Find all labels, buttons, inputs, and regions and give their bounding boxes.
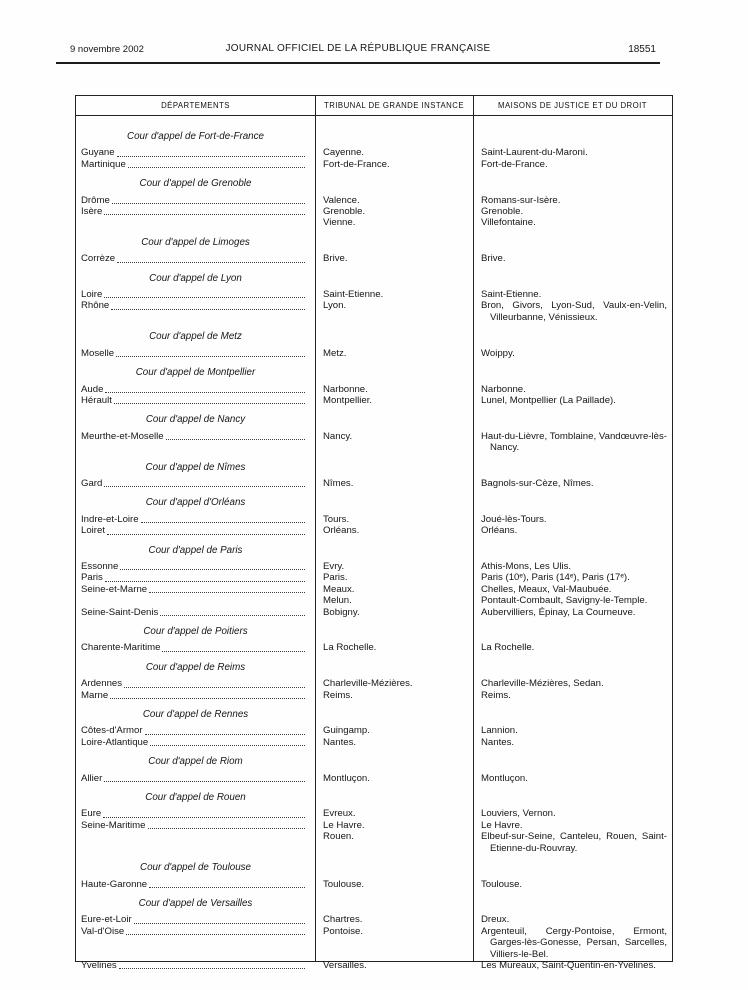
tribunal-cell [315,879,473,890]
tribunal-name: Reims. [323,689,353,701]
maisons-cell [473,159,672,170]
page-number: 18551 [628,44,656,55]
table-row [76,195,672,206]
tribunal-name: Cayenne. [323,147,365,159]
tribunal-name: Montluçon. [323,772,370,784]
maisons-cell [473,514,672,525]
maisons-cell [473,773,672,784]
department-name: Haute-Garonne [81,878,148,890]
department-name: Martinique [81,158,126,170]
department-cell [76,737,315,748]
table-row [76,773,672,784]
dotted-leader [150,745,305,746]
tribunal-name: Nantes. [323,736,357,748]
department-name: Hérault [81,394,112,406]
tribunal-cell [315,808,473,819]
tribunal-name: Rouen. [323,831,354,843]
table-row [76,960,672,971]
maison-justice-name: Elbeuf-sur-Seine, Canteleu, Rouen, Saint-Etienne-du-Rouvray. [481,831,667,854]
dotted-leader [107,534,305,535]
department-cell [76,206,315,217]
tribunal-cell [315,607,473,618]
dotted-leader [141,522,305,523]
maison-justice-name: Argenteuil, Cergy-Pontoise, Ermont, Garges-lès-Gonesse, Persan, Sarcelles, Villiers-le-Bel. [481,925,667,960]
table-row [76,607,672,618]
dotted-leader [114,403,305,404]
maisons-cell [473,960,672,971]
column-header-maisons: MAISONS DE JUSTICE ET DU DROIT [498,101,647,110]
maison-justice-name: Athis-Mons, Les Ulis. [481,560,572,572]
table-row [76,253,672,264]
column-header-tribunal: TRIBUNAL DE GRANDE INSTANCE [324,101,464,110]
department-name: Seine-Maritime [81,819,146,831]
court-section [76,862,672,890]
dotted-leader [104,486,305,487]
table-row [76,525,672,536]
department-name: Meurthe-et-Moselle [81,430,164,442]
tribunal-name: Evry. [323,560,345,572]
table-row [76,926,672,960]
maisons-cell [473,926,672,960]
tribunal-cell [315,514,473,525]
section-heading: Cour d'appel de Rouen [145,792,246,804]
tribunal-name: Vienne. [323,217,356,229]
maisons-cell [473,725,672,736]
tribunal-name: Brive. [323,253,348,265]
department-cell [76,514,315,525]
dotted-leader [124,687,305,688]
maisons-cell [473,206,672,229]
dotted-leader [149,592,305,593]
maison-justice-name: La Rochelle. [481,642,535,654]
maisons-cell [473,253,672,264]
tribunal-cell [315,926,473,937]
maisons-cell [473,820,672,854]
court-section [76,545,672,618]
tribunal-cell [315,642,473,653]
tribunal-name: Fort-de-France. [323,158,390,170]
department-name: Guyane [81,147,115,159]
section-heading: Cour d'appel de Riom [148,756,243,768]
maison-justice-name: Bagnols-sur-Cèze, Nîmes. [481,477,594,489]
department-cell [76,195,315,206]
section-heading: Cour d'appel de Fort-de-France [127,131,264,142]
court-section [76,898,672,971]
table-row [76,678,672,689]
dotted-leader [110,698,305,699]
department-cell [76,607,315,618]
department-name: Drôme [81,194,110,206]
maison-justice-name: Dreux. [481,914,510,926]
department-name: Yvelines [81,959,117,971]
maison-justice-name: Lunel, Montpellier (La Paillade). [481,394,616,406]
department-name: Indre-et-Loire [81,513,139,525]
maison-justice-name: Lannion. [481,725,518,737]
maisons-cell [473,384,672,395]
table-row [76,690,672,701]
department-cell [76,395,315,406]
section-heading: Cour d'appel de Poitiers [143,626,248,637]
table-row [76,725,672,736]
court-section [76,237,672,265]
tribunal-cell [315,206,473,229]
maison-justice-name: Haut-du-Lièvre, Tomblaine, Vandœuvre-lès-Nancy. [481,430,667,454]
department-name: Eure [81,808,102,820]
maison-justice-name: Joué-lès-Tours. [481,513,547,525]
dotted-leader [128,167,305,168]
court-section [76,367,672,406]
maisons-cell [473,195,672,206]
tribunal-name: Pontoise. [323,925,364,937]
maisons-cell [473,642,672,653]
table-row [76,300,672,323]
section-heading: Cour d'appel d'Orléans [145,497,246,509]
tribunal-name: Melun. [323,595,352,607]
department-cell [76,914,315,925]
dotted-leader [117,262,305,263]
table-header-row [76,96,672,116]
department-cell [76,725,315,736]
maison-justice-name: Saint-Laurent-du-Maroni. [481,147,588,159]
maisons-cell [473,395,672,406]
tribunal-name: La Rochelle. [323,642,377,654]
maisons-cell [473,525,672,536]
tribunal-cell [315,195,473,206]
department-name: Gard [81,477,103,489]
table-row [76,395,672,406]
dotted-leader [145,734,305,735]
dotted-leader [117,156,305,157]
maison-justice-name: Toulouse. [481,878,523,890]
maisons-cell [473,737,672,748]
table-row [76,572,672,583]
table-row [76,478,672,489]
tribunal-cell [315,525,473,536]
tribunal-cell [315,384,473,395]
department-cell [76,572,315,583]
dotted-leader [112,203,305,204]
table-row [76,206,672,229]
tribunal-name: Montpellier. [323,394,373,406]
tribunal-cell [315,348,473,359]
table-row [76,879,672,890]
table-row [76,348,672,359]
tribunal-cell [315,773,473,784]
department-name: Seine-et-Marne [81,583,148,595]
page-header [56,42,660,64]
department-cell [76,431,315,442]
maison-justice-name: Reims. [481,689,511,701]
dotted-leader [111,309,305,310]
tribunal-cell [315,253,473,264]
tribunal-name: Saint-Etienne. [323,289,384,301]
maison-justice-name: Paris (10ᵉ), Paris (14ᵉ), Paris (17ᵉ). [481,572,630,584]
department-cell [76,300,315,311]
tribunal-cell [315,289,473,300]
department-cell [76,926,315,937]
maison-justice-name: Fort-de-France. [481,158,548,170]
tribunal-name: Narbonne. [323,383,368,395]
department-cell [76,820,315,831]
tribunal-name: Charleville-Mézières. [323,678,413,690]
court-section [76,497,672,536]
dotted-leader [160,615,305,616]
maisons-cell [473,572,672,583]
maison-justice-name: Bron, Givors, Lyon-Sud, Vaulx-en-Velin, Villeurbanne, Vénissieux. [481,300,667,323]
department-cell [76,348,315,359]
journal-title: JOURNAL OFFICIEL DE LA RÉPUBLIQUE FRANÇAISE [225,43,491,54]
tribunal-name: Toulouse. [323,878,365,890]
department-name: Aude [81,383,104,395]
dotted-leader [119,968,305,969]
department-name: Moselle [81,347,115,359]
table-row [76,642,672,653]
maison-justice-name: Nantes. [481,736,515,748]
tribunal-name: Le Havre. [323,819,365,831]
department-cell [76,773,315,784]
tribunal-name: Metz. [323,347,347,359]
department-name: Charente-Maritime [81,642,161,654]
tribunal-cell [315,572,473,583]
tribunal-cell [315,147,473,158]
tribunal-name: Evreux. [323,808,356,820]
department-name: Corrèze [81,253,116,265]
maison-justice-name: Brive. [481,253,506,265]
tribunal-name: Nancy. [323,430,353,442]
maison-justice-name: Saint-Etienne. [481,289,542,301]
department-cell [76,690,315,701]
section-heading: Cour d'appel de Limoges [141,236,250,248]
department-cell [76,879,315,890]
department-name: Val-d'Oise [81,925,125,937]
department-cell [76,384,315,395]
table-row [76,514,672,525]
tribunal-cell [315,159,473,170]
maisons-cell [473,478,672,489]
maisons-cell [473,607,672,618]
department-cell [76,478,315,489]
maisons-cell [473,431,672,454]
section-heading: Cour d'appel de Montpellier [135,367,256,379]
department-name: Eure-et-Loir [81,914,132,926]
tribunal-name: Guingamp. [323,725,370,737]
tribunal-cell [315,584,473,607]
tribunal-cell [315,737,473,748]
court-section [76,414,672,453]
table-row [76,159,672,170]
dotted-leader [103,817,305,818]
department-name: Seine-Saint-Denis [81,606,159,618]
maisons-cell [473,584,672,607]
section-heading: Cour d'appel de Versailles [138,897,253,909]
maisons-cell [473,914,672,925]
dotted-leader [166,439,305,440]
department-cell [76,960,315,971]
maisons-cell [473,690,672,701]
department-name: Rhône [81,300,110,312]
maison-justice-name: Woippy. [481,347,515,359]
dotted-leader [104,781,305,782]
department-cell [76,584,315,595]
department-cell [76,253,315,264]
maison-justice-name: Le Havre. [481,819,523,831]
table-row [76,384,672,395]
maison-justice-name: Charleville-Mézières, Sedan. [481,678,604,690]
tribunal-cell [315,914,473,925]
tribunal-cell [315,678,473,689]
tribunal-name: Versailles. [323,959,367,971]
table-row [76,289,672,300]
department-name: Marne [81,689,109,701]
tribunal-cell [315,478,473,489]
court-section [76,662,672,701]
section-heading: Cour d'appel de Reims [145,661,246,673]
maison-justice-name: Pontault-Combault, Savigny-le-Temple. [481,595,648,607]
tribunal-name: Meaux. [323,583,355,595]
table-row [76,737,672,748]
department-name: Loiret [81,525,105,537]
tribunal-cell [315,395,473,406]
department-name: Loire-Atlantique [81,736,149,748]
department-cell [76,525,315,536]
tribunal-name: Bobigny. [323,606,360,618]
dotted-leader [149,887,305,888]
section-heading: Cour d'appel de Grenoble [139,178,252,190]
tribunal-name: Tours. [323,513,350,525]
maisons-cell [473,879,672,890]
tribunal-cell [315,725,473,736]
tribunal-name: Lyon. [323,300,347,312]
tribunal-name: Orléans. [323,525,360,537]
section-heading: Cour d'appel de Lyon [149,272,242,284]
dotted-leader [105,392,305,393]
tribunal-cell [315,561,473,572]
department-name: Isère [81,206,103,218]
maison-justice-name: Aubervilliers, Épinay, La Courneuve. [481,606,636,618]
court-section [76,331,672,359]
maison-justice-name: Montluçon. [481,772,528,784]
maisons-cell [473,348,672,359]
table-body [76,116,672,971]
tribunal-name: Paris. [323,572,348,584]
tribunal-cell [315,690,473,701]
table-row [76,808,672,819]
maison-justice-name: Chelles, Meaux, Val-Maubuée. [481,583,612,595]
section-heading: Cour d'appel de Metz [149,331,242,343]
table-row [76,584,672,607]
maisons-cell [473,678,672,689]
department-cell [76,159,315,170]
table-row [76,820,672,854]
dotted-leader [134,923,305,924]
court-section [76,756,672,784]
tribunal-cell [315,960,473,971]
maisons-cell [473,300,672,323]
dotted-leader [126,934,305,935]
maison-justice-name: Les Mureaux, Saint-Quentin-en-Yvelines. [481,959,656,971]
section-heading: Cour d'appel de Rennes [142,709,249,721]
table-row [76,431,672,454]
department-name: Loire [81,289,103,301]
department-cell [76,642,315,653]
maison-justice-name: Narbonne. [481,383,526,395]
maison-justice-name: Grenoble. [481,206,524,218]
section-heading: Cour d'appel de Nîmes [145,461,246,473]
dotted-leader [120,569,305,570]
dotted-leader [116,356,305,357]
department-name: Côtes-d'Armor [81,725,143,737]
department-name: Allier [81,772,103,784]
dotted-leader [162,651,305,652]
issue-date: 9 novembre 2002 [70,44,144,55]
table-row [76,914,672,925]
maison-justice-name: Orléans. [481,525,518,537]
department-name: Ardennes [81,678,123,690]
table-row [76,147,672,158]
dotted-leader [104,297,305,298]
department-cell [76,289,315,300]
court-section [76,709,672,748]
tribunal-name: Valence. [323,194,360,206]
tribunal-cell [315,820,473,843]
tribunal-name: Chartres. [323,914,363,926]
tribunal-name: Nîmes. [323,477,354,489]
maisons-cell [473,808,672,819]
dotted-leader [105,581,305,582]
court-section [76,626,672,654]
tribunal-name: Grenoble. [323,206,366,218]
maison-justice-name: Louviers, Vernon. [481,808,556,820]
department-cell [76,561,315,572]
court-section [76,792,672,854]
maisons-cell [473,561,672,572]
section-heading: Cour d'appel de Paris [148,544,243,556]
column-divider-1 [315,96,316,961]
courts-table [75,95,673,971]
department-cell [76,147,315,158]
dotted-leader [148,828,305,829]
table-row [76,561,672,572]
court-section [76,178,672,229]
maisons-cell [473,289,672,300]
dotted-leader [104,214,305,215]
court-section [76,273,672,324]
maison-justice-name: Villefontaine. [481,217,536,229]
department-cell [76,678,315,689]
maisons-cell [473,147,672,158]
tribunal-cell [315,431,473,442]
department-cell [76,808,315,819]
column-header-departements: DÉPARTEMENTS [161,101,230,110]
column-divider-2 [473,96,474,961]
tribunal-cell [315,300,473,311]
court-section [76,462,672,490]
department-name: Paris [81,572,103,584]
section-heading: Cour d'appel de Nancy [145,414,246,426]
section-heading: Cour d'appel de Toulouse [140,862,251,874]
maison-justice-name: Romans-sur-Isère. [481,194,561,206]
department-name: Essonne [81,560,119,572]
court-section [76,131,672,170]
